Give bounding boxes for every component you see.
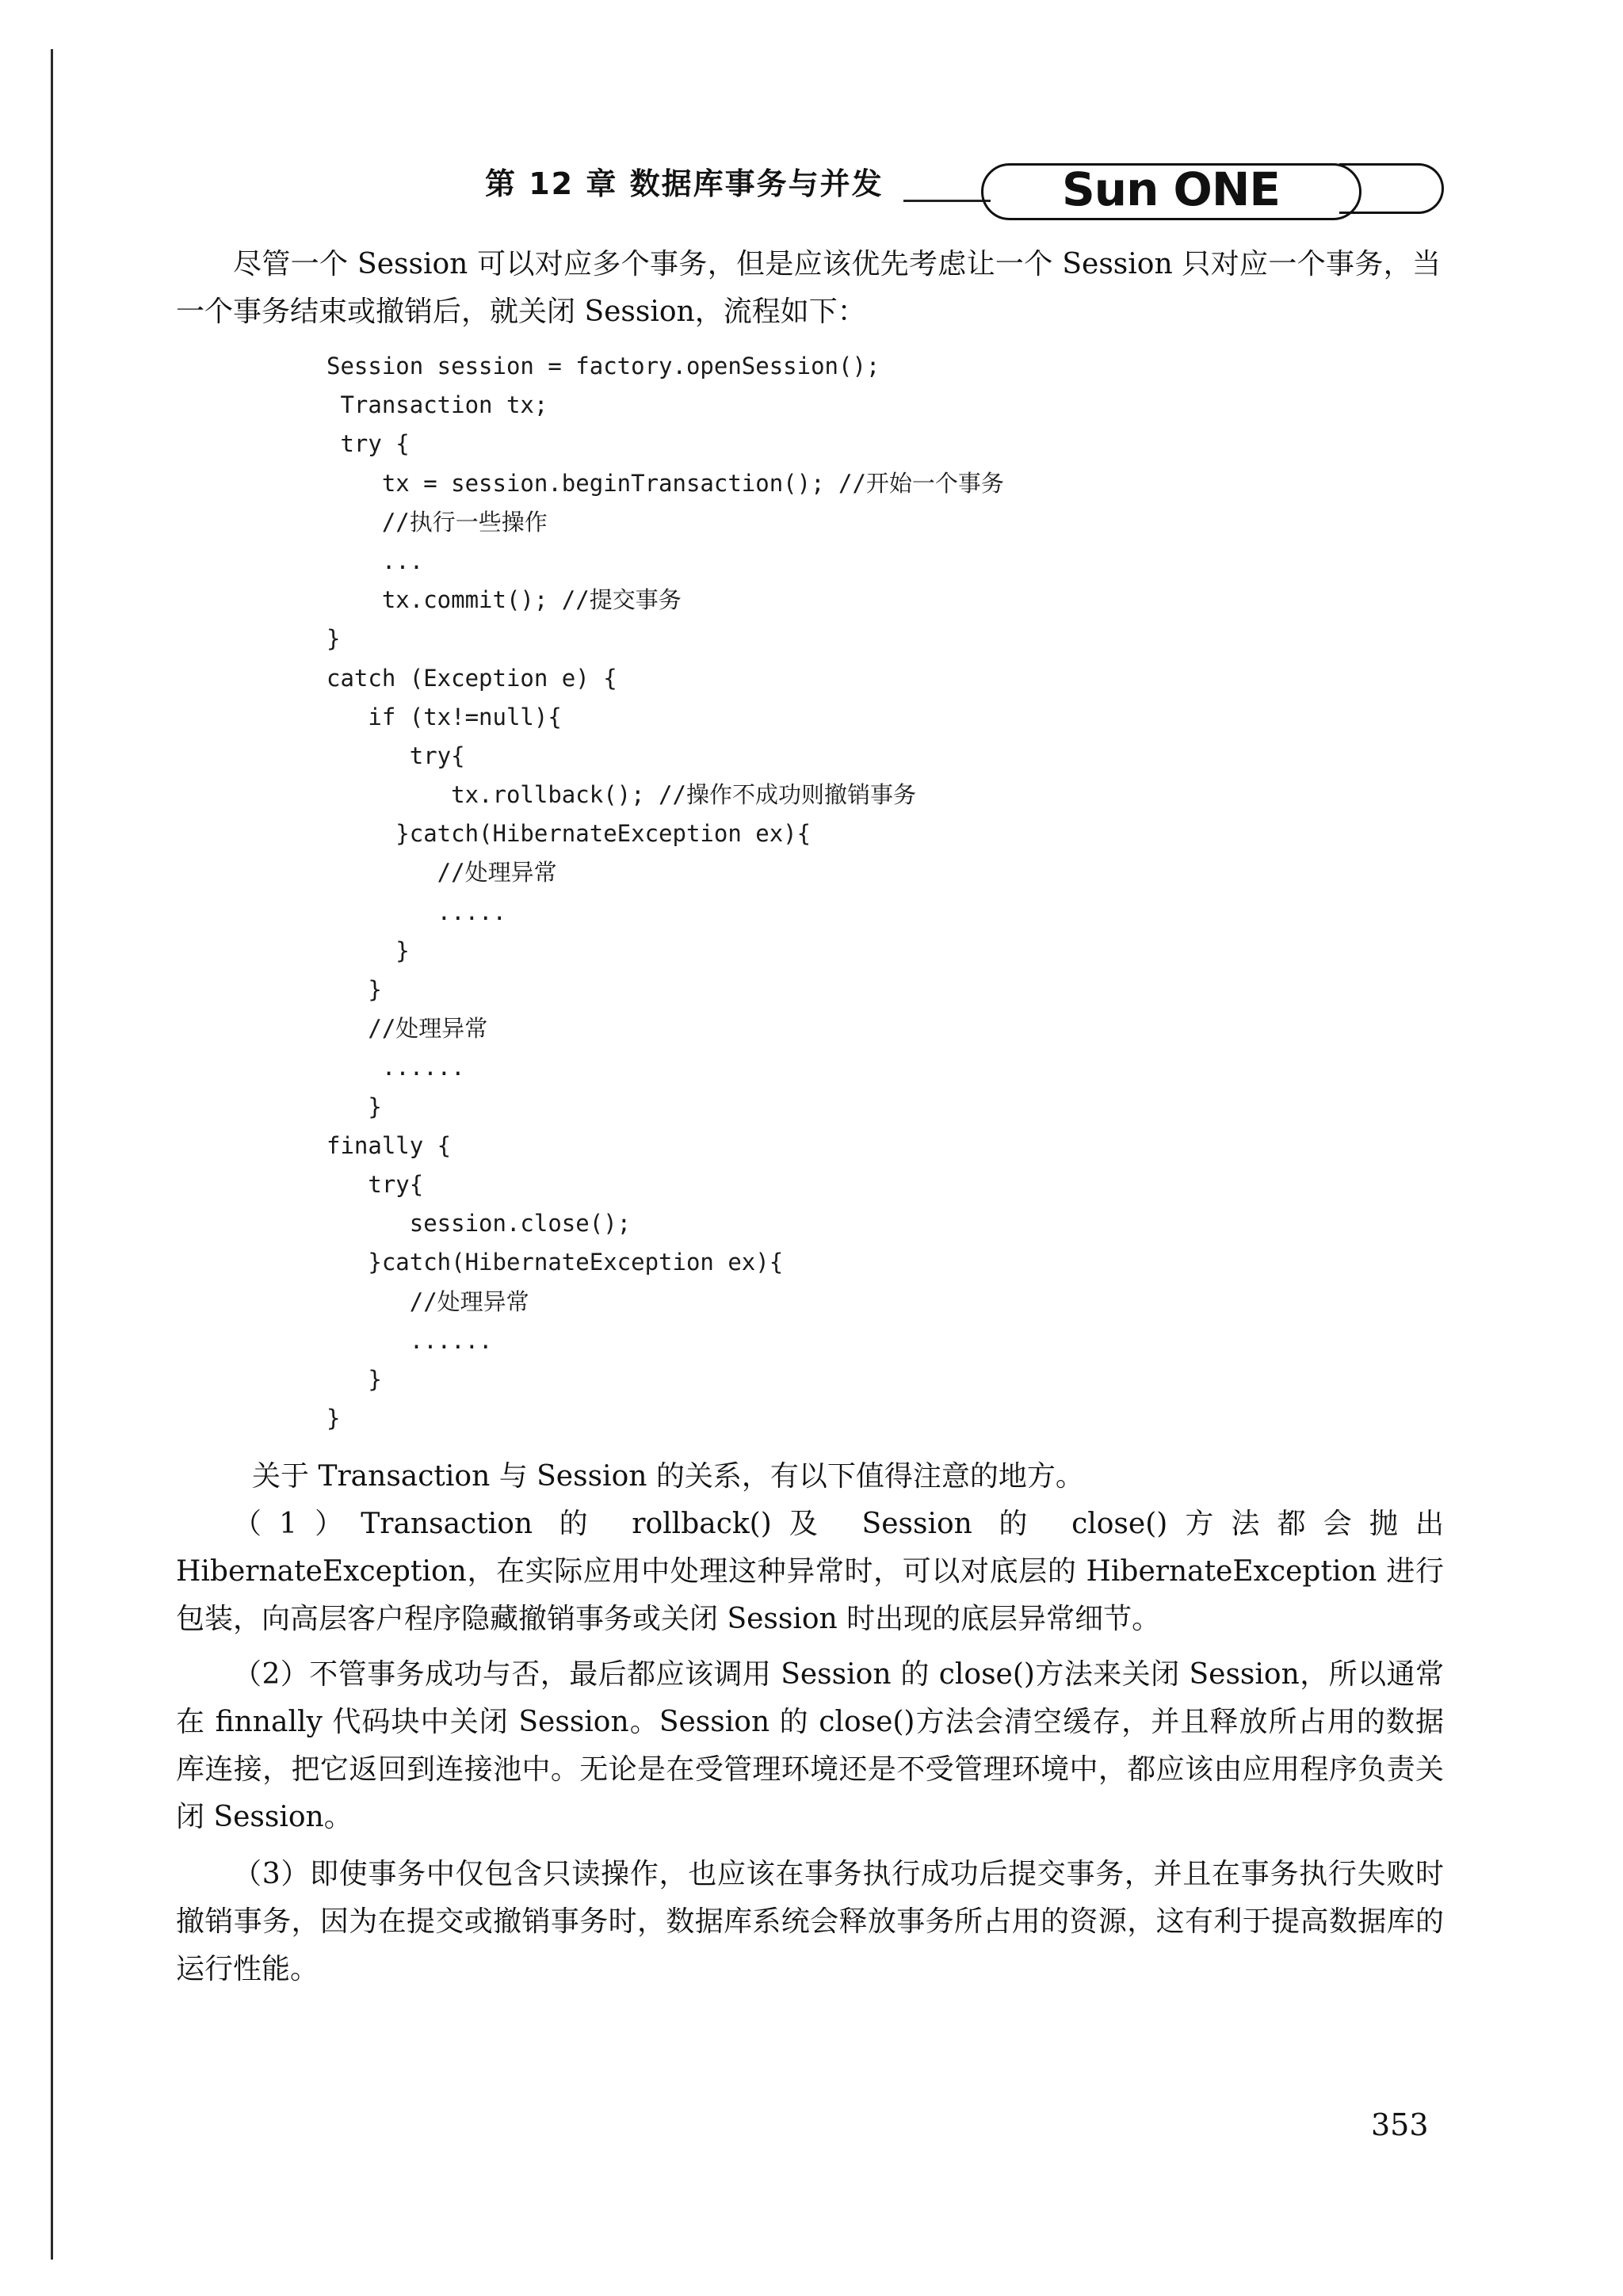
chapter-title: 第 12 章 数据库事务与并发 xyxy=(485,166,884,201)
code-line: //处理异常 xyxy=(327,859,557,887)
code-line: tx = session.beginTransaction(); //开始一个事务 xyxy=(327,469,1004,497)
code-line: ...... xyxy=(327,1326,493,1354)
code-line: Session session = factory.openSession(); xyxy=(327,353,880,379)
code-line: ...... xyxy=(327,1054,465,1081)
code-line: } xyxy=(327,936,410,964)
code-line: try { xyxy=(327,430,410,458)
header-rule xyxy=(903,200,991,202)
code-line: if (tx!=null){ xyxy=(327,703,562,730)
code-line: } xyxy=(327,625,341,653)
code-line: tx.commit(); //提交事务 xyxy=(327,586,682,614)
note-paragraph: 关于 Transaction 与 Session 的关系，有以下值得注意的地方。 xyxy=(252,1460,1084,1493)
code-line: try{ xyxy=(327,1170,424,1198)
code-line: ... xyxy=(327,547,424,574)
code-line: } xyxy=(327,1093,382,1120)
code-line: } xyxy=(327,1365,382,1393)
code-line: finally { xyxy=(327,1131,452,1159)
point-paragraph-2: （2）不管事务成功与否，最后都应该调用 Session 的 close()方法来关闭 Session，所以通常在 finnally 代码块中关闭 Session。Session 的 close()方法会清空缓存，并且释放所占用的数据库连接，把它返回到连接池中。无论是在受管理环境还是不受管理环境中，都应该由应用程序负责关闭 Session。 xyxy=(176,1658,1444,1833)
code-line: Transaction tx; xyxy=(327,391,548,419)
code-line: } xyxy=(327,1405,341,1432)
code-line: //处理异常 xyxy=(327,1015,488,1043)
margin-rule xyxy=(51,49,53,2260)
code-line: session.close(); xyxy=(327,1210,632,1238)
code-line: }catch(HibernateException ex){ xyxy=(327,1249,784,1276)
code-line: } xyxy=(327,976,382,1003)
point-paragraph-3: （3）即使事务中仅包含只读操作，也应该在事务执行成功后提交事务，并且在事务执行失败时撤销事务，因为在提交或撤销事务时，数据库系统会释放事务所占用的资源，这有利于提高数据库的运行性能。 xyxy=(176,1858,1444,1985)
code-line: //处理异常 xyxy=(327,1287,529,1315)
logo-frame-tail xyxy=(1339,163,1444,214)
page-number: 353 xyxy=(1371,2107,1429,2142)
intro-paragraph: 尽管一个 Session 可以对应多个事务，但是应该优先考虑让一个 Session 只对应一个事务，当一个事务结束或撤销后，就关闭 Session，流程如下： xyxy=(176,248,1441,328)
code-line: tx.rollback(); //操作不成功则撤销事务 xyxy=(327,781,916,809)
code-line: ..... xyxy=(327,898,506,925)
code-line: }catch(HibernateException ex){ xyxy=(327,820,812,848)
point-paragraph-1: （1）Transaction 的 rollback()及 Session 的 close()方法都会抛出 HibernateException，在实际应用中处理这种异常时，可以对底层的 HibernateException 进行包装，向高层客户程序隐藏撤销事务或关闭 Session 时出现的底层异常细节。 xyxy=(176,1508,1444,1635)
code-line: //执行一些操作 xyxy=(327,508,548,536)
code-line: catch (Exception e) { xyxy=(327,664,617,692)
code-line: try{ xyxy=(327,742,465,769)
code-block xyxy=(327,347,1004,1438)
sun-one-logo: Sun ONE xyxy=(1062,162,1281,216)
